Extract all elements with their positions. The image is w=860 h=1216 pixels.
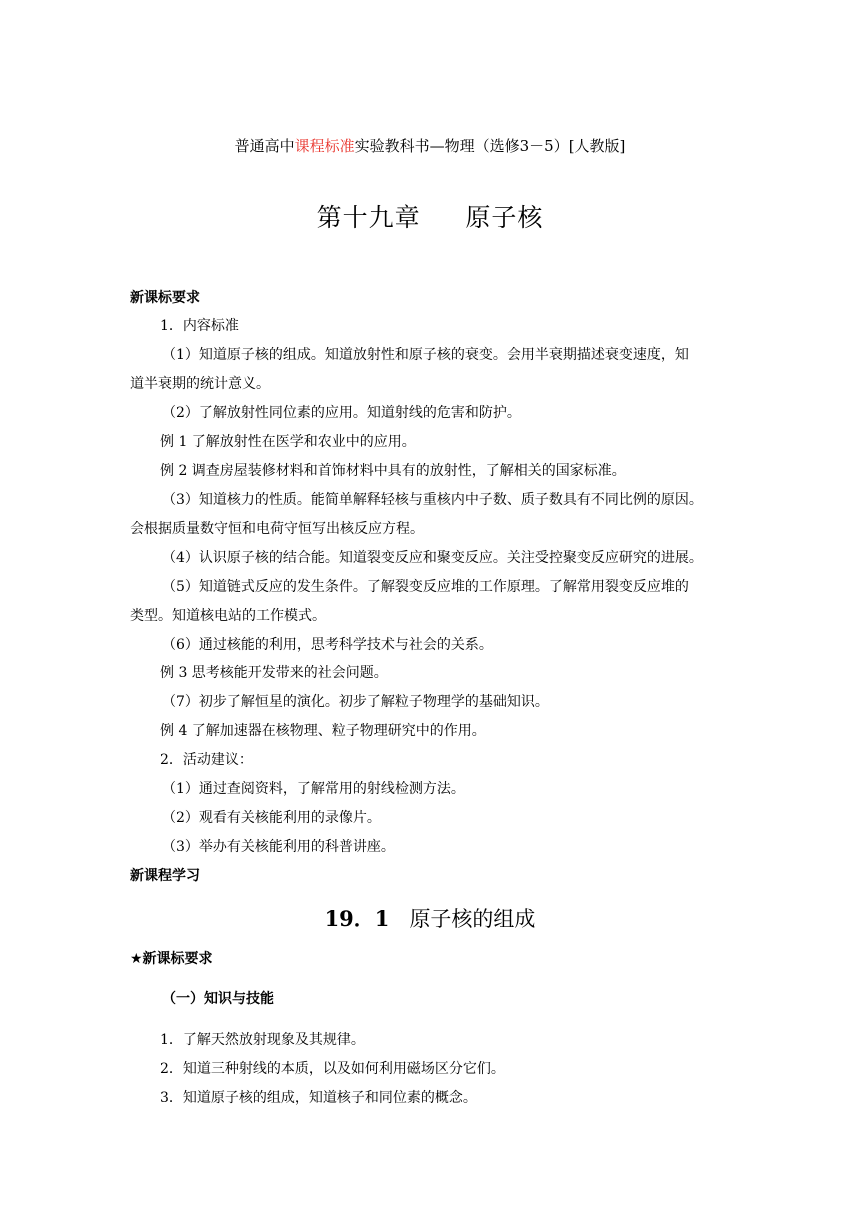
item-2: （2）了解放射性同位素的应用。知道射线的危害和防护。 [162,405,521,421]
section-number: 19．1 [324,906,390,931]
item-3-line-a: （3）知道核力的性质。能简单解释轻核与重核内中子数、质子数具有不同比例的原因。 [162,492,703,508]
example-4: 例 4 了解加速器在核物理、粒子物理研究中的作用。 [160,723,486,739]
item-5-line-a: （5）知道链式反应的发生条件。了解裂变反应堆的工作原理。了解常用裂变反应堆的 [162,579,689,595]
skill-item: 2．知道三种射线的本质，以及如何利用磁场区分它们。 [160,1061,505,1077]
section-title [0,904,860,934]
activity-label: 2．活动建议： [160,752,253,768]
example-3: 例 3 思考核能开发带来的社会问题。 [160,665,388,681]
item-6: （6）通过核能的利用，思考科学技术与社会的关系。 [162,637,493,653]
example-1: 例 1 了解放射性在医学和农业中的应用。 [160,434,416,450]
header-suffix: 实验教科书—物理（选修3－5）[人教版] [354,137,626,155]
activity-item: （3）举办有关核能利用的科普讲座。 [162,839,395,855]
item-3-line-b: 会根据质量数守恒和电荷守恒写出核反应方程。 [130,521,424,537]
header-highlight-link[interactable]: 课程标准 [294,137,355,155]
example-2: 例 2 调查房屋装修材料和首饰材料中具有的放射性，了解相关的国家标准。 [160,463,626,479]
skill-item: 1．了解天然放射现象及其规律。 [160,1032,365,1048]
skill-item: 3．知道原子核的组成，知道核子和同位素的概念。 [160,1090,477,1106]
activity-item: （2）观看有关核能利用的录像片。 [162,810,381,826]
item-4: （4）认识原子核的结合能。知道裂变反应和聚变反应。关注受控聚变反应研究的进展。 [162,550,703,566]
document-header [0,136,860,156]
item-5-line-b: 类型。知道核电站的工作模式。 [130,608,326,624]
activity-item: （1）通过查阅资料，了解常用的射线检测方法。 [162,781,465,797]
new-course-heading: 新课程学习 [130,868,200,884]
item-7: （7）初步了解恒星的演化。初步了解粒子物理学的基础知识。 [162,694,549,710]
new-standard-heading: 新课标要求 [130,290,200,306]
knowledge-skills-heading: （一）知识与技能 [162,991,274,1007]
section-title-text: 原子核的组成 [409,907,536,931]
content-standard-label: 1．内容标准 [160,318,239,334]
star-heading: ★新课标要求 [130,951,213,967]
item-1-line-a: （1）知道原子核的组成。知道放射性和原子核的衰变。会用半衰期描述衰变速度，知 [162,347,689,363]
item-1-line-b: 道半衰期的统计意义。 [130,376,270,392]
chapter-title: 第十九章 原子核 [316,203,544,232]
header-prefix: 普通高中 [234,137,295,155]
